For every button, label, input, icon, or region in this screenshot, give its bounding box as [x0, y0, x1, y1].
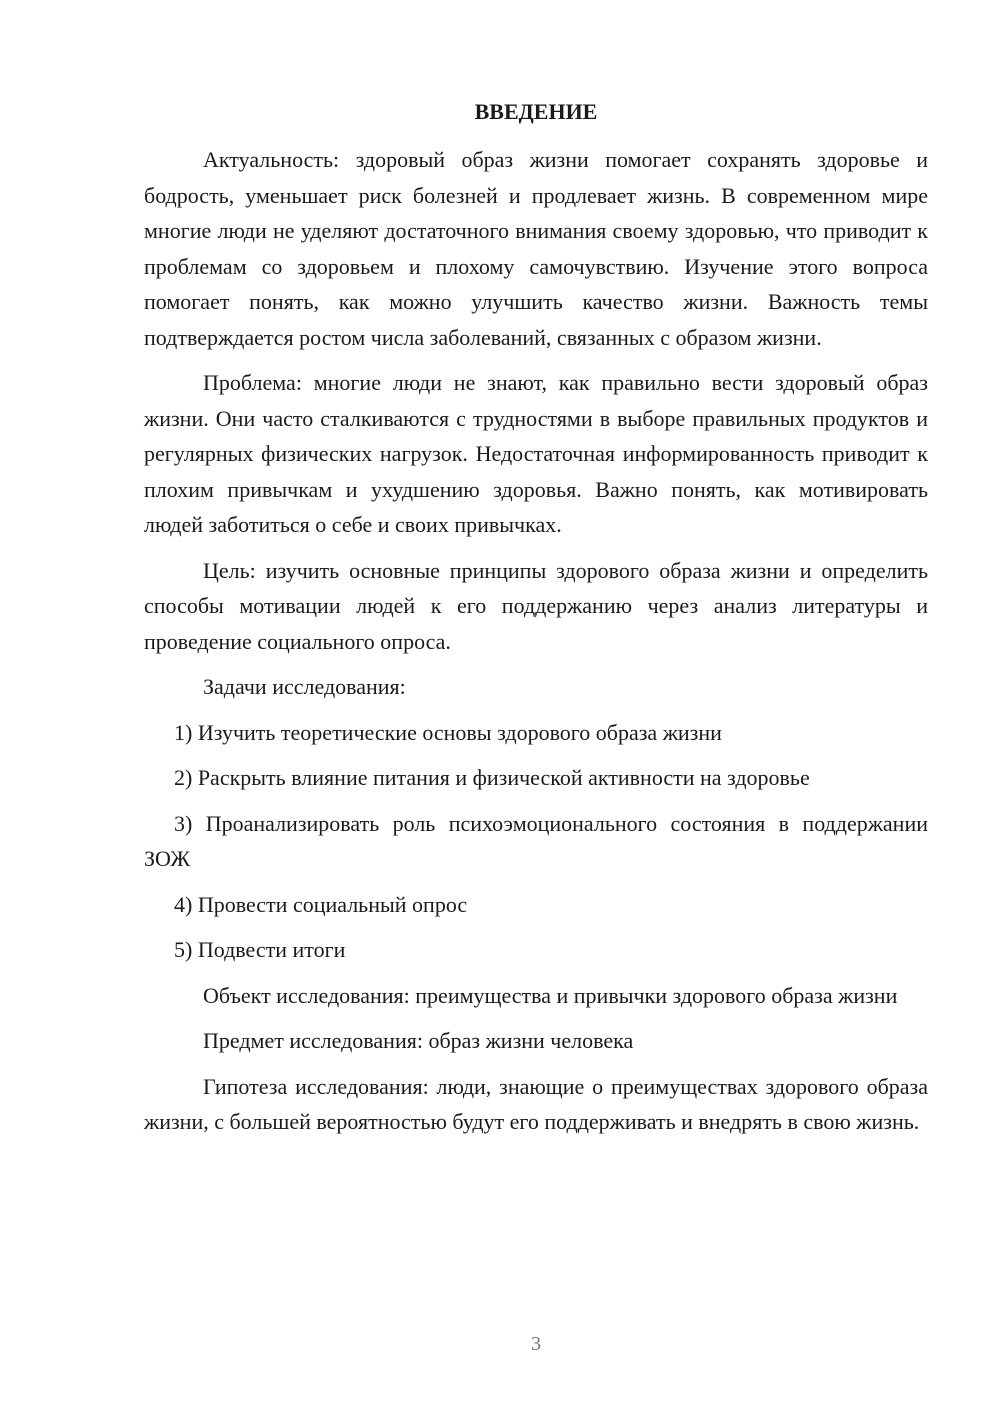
paragraph-relevance: Актуальность: здоровый образ жизни помогает сохранять здоровье и бодрость, уменьшает риск болезней и продлевает жизнь. В современном мире многие люди не уделяют достаточного внимания своему здоровью, что приводит к проблемам со здоровьем и плохому самочувствию. Изучение этого вопроса помогает понять, как можно улучшить качество жизни. Важность темы подтверждается ростом числа заболеваний, связанных с образом жизни. [144, 147, 928, 350]
paragraph-goal: Цель: изучить основные принципы здорового образа жизни и определить способы мотивации людей к его поддержанию через анализ литературы и проведение социального опроса. [144, 557, 928, 654]
task-item-4: 4) Провести социальный опрос [174, 891, 468, 917]
page-title: ВВЕДЕНИЕ [474, 99, 598, 124]
tasks-heading: Задачи исследования: [203, 674, 406, 699]
paragraph-subject: Предмет исследования: образ жизни человека [203, 1028, 634, 1053]
paragraph-object: Объект исследования: преимущества и привычки здорового образа жизни [203, 982, 898, 1008]
page-content [144, 96, 928, 1150]
task-item-1: 1) Изучить теоретические основы здорового образа жизни [174, 719, 722, 745]
page-number: 3 [531, 1333, 541, 1355]
task-item-2: 2) Раскрыть влияние питания и физической активности на здоровье [174, 765, 810, 790]
task-item-3: 3) Проанализировать роль психоэмоционального состояния в поддержании ЗОЖ [144, 810, 928, 871]
task-item-5: 5) Подвести итоги [174, 937, 346, 962]
paragraph-problem: Проблема: многие люди не знают, как правильно вести здоровый образ жизни. Они часто сталкиваются с трудностями в выборе правильных продуктов и регулярных физических нагрузок. Недостаточная информированность приводит к плохим привычкам и ухудшению здоровья. Важно понять, как мотивировать людей заботиться о себе и своих привычках. [144, 370, 928, 537]
paragraph-hypothesis: Гипотеза исследования: люди, знающие о преимуществах здорового образа жизни, с большей вероятностью будут его поддерживать и внедрять в свою жизнь. [144, 1073, 928, 1134]
